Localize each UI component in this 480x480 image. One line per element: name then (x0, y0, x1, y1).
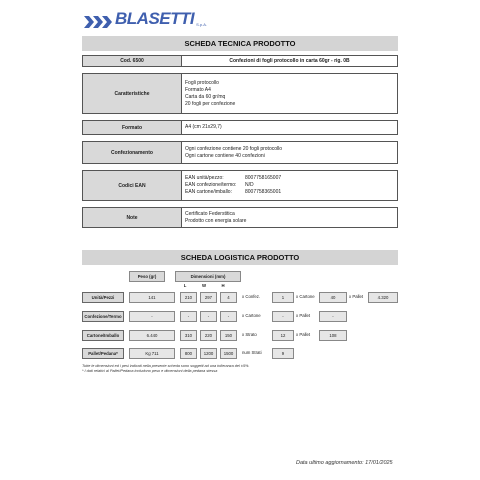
chevron-arrows-icon (84, 16, 114, 28)
dim-letter-w: W (201, 283, 207, 288)
dim-letter-l: L (183, 283, 187, 288)
qty-value: 108 (319, 330, 347, 341)
dim-h-value: 1500 (220, 348, 237, 359)
qty-value: 40 (319, 292, 347, 303)
dim-l-value: 210 (180, 292, 197, 303)
product-name: Confezioni di fogli protocollo in carta 60gr - rig. 0B (182, 56, 398, 67)
qty-value: 4.320 (368, 292, 398, 303)
qty-label: x Pallet (349, 294, 364, 299)
tech-label: Codici EAN (83, 171, 182, 201)
text-line: Ogni confezione contiene 20 fogli protocollo (185, 145, 283, 152)
tech-table (82, 55, 398, 228)
tech-label: Caratteristiche (83, 74, 182, 114)
weight-value: 141 (129, 292, 175, 303)
text-line: A4 (cm 21x29,7) (185, 124, 222, 130)
qty-value: 9 (272, 348, 294, 359)
weight-value: Kg 711 (129, 348, 175, 359)
text-line: Ogni cartone contiene 40 confezioni (185, 152, 265, 159)
tech-value (182, 171, 398, 201)
dimensions-header: Dimensioni (mm) (175, 271, 241, 282)
text-line: Carta da 60 gr/mq (185, 93, 226, 100)
dim-h-value: 4 (220, 292, 237, 303)
tech-row-ean (83, 171, 398, 201)
tech-value (182, 142, 398, 164)
tech-row-formato (83, 121, 398, 135)
qty-label: num Strati (242, 350, 262, 355)
ean-line: EAN unità/pezzo: 8007758165007 (185, 175, 282, 181)
logistic-title: SCHEDA LOGISTICA PRODOTTO (82, 250, 398, 265)
logistic-row-label: Unità/Pezzi (82, 292, 124, 303)
tech-value (182, 121, 398, 135)
qty-value: 1 (272, 292, 294, 303)
qty-label: x Cartone (296, 294, 315, 299)
qty-value: - (272, 311, 294, 322)
brand-name: BLASETTI (115, 9, 195, 28)
qty-label: x Confez. (242, 294, 261, 299)
weight-header: Peso (gr) (129, 271, 165, 282)
qty-value: 12 (272, 330, 294, 341)
dim-h-value: 150 (220, 330, 237, 341)
tech-value (182, 208, 398, 228)
tech-value (182, 74, 398, 114)
qty-label: x Pallet (296, 332, 311, 337)
text-line: 20 fogli per confezione (185, 100, 236, 107)
dim-w-value: 1200 (200, 348, 217, 359)
qty-label: x Cartone (242, 313, 261, 318)
tech-row-confezionamento (83, 142, 398, 164)
weight-value: 6.440 (129, 330, 175, 341)
tech-row-header (83, 56, 398, 67)
brand-suffix: S.p.A. (196, 22, 208, 27)
ean-line: EAN cartone/imballo: 8007758365001 (185, 189, 282, 195)
logistic-note-pallet: * I dati relativi al Pallet/Pedana includono peso e dimensioni della pedana stessa (82, 369, 218, 373)
qty-label: x Pallet (296, 313, 311, 318)
logistic-row-label: Cartone/Imballo (82, 330, 124, 341)
text-line: Prodotto con energia solare (185, 217, 247, 224)
qty-label: x Strato (242, 332, 257, 337)
text-line: Formato A4 (185, 86, 211, 93)
tech-label: Formato (83, 121, 182, 135)
logistic-note-tolerance: Tutte le dimensioni ed i pesi indicati nella presente scheda sono soggetti ad una tolleranza del ±5%. (82, 364, 250, 368)
text-line: Fogli protocollo (185, 79, 219, 86)
dim-l-value: - (180, 311, 197, 322)
dim-w-value: 220 (200, 330, 217, 341)
tech-row-note (83, 208, 398, 228)
brand-logo (84, 10, 207, 28)
text-line: Certificato Federstitica (185, 210, 235, 217)
tech-title: SCHEDA TECNICA PRODOTTO (82, 36, 398, 51)
logistic-row-label: Pallet/Pedana* (82, 348, 124, 359)
dim-h-value: - (220, 311, 237, 322)
dim-l-value: 800 (180, 348, 197, 359)
dim-letter-h: H (221, 283, 225, 288)
tech-label: Note (83, 208, 182, 228)
dim-w-value: - (200, 311, 217, 322)
product-code: Cod. 6500 (83, 56, 182, 67)
dim-l-value: 310 (180, 330, 197, 341)
last-update: Data ultimo aggiornamento: 17/01/2025 (296, 460, 393, 466)
tech-row-caratteristiche (83, 74, 398, 114)
logistic-row-label: Confezione/Termo (82, 311, 124, 322)
ean-line: EAN confezione/termo: N/D (185, 182, 254, 188)
weight-value: - (129, 311, 175, 322)
dim-w-value: 297 (200, 292, 217, 303)
tech-label: Confezionamento (83, 142, 182, 164)
qty-value: - (319, 311, 347, 322)
